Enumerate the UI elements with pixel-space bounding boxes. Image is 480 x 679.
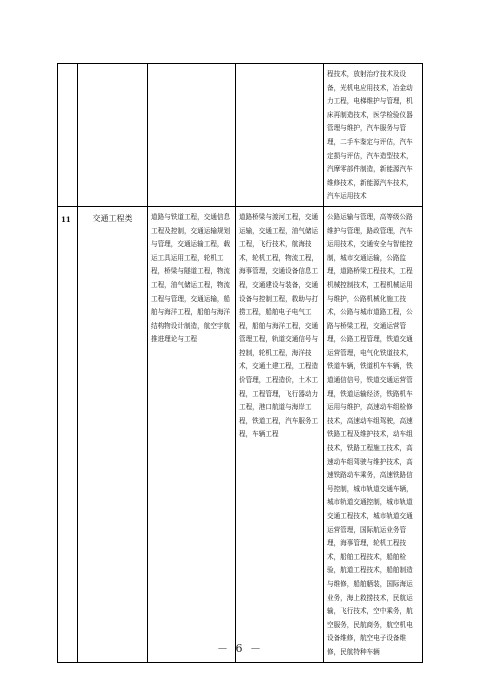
undergraduate-majors: 道路桥梁与渡河工程，交通运输，交通工程，油气储运工程，飞行技术，航海技术，轮机工程，物流工程，海事管理，交通设备信息工程，交通建设与装备，交通设备与控制工程，救助与打捞工程，船舶电子电气工程，船舶与海洋工程，交通管理工程，轨道交通信号与控制，轮机工程，海洋技术，交通土建工程，工程造价管理，工程造价，土木工程，工程管理，飞行器动力工程，港口航道与海岸工程，铁道工程，汽车服务工程，车辆工程 bbox=[236, 206, 324, 662]
category-name: 交通工程类 bbox=[78, 206, 148, 662]
vocational-majors: 公路运输与管理，高等级公路维护与管理，路政管理，汽车运用技术，交通安全与智能控制，城市交通运输，公路监理，道路桥梁工程技术，工程机械控制技术，工程机械运用与维护，公路机械化施工技术，公路与城市道路工程，公路与桥梁工程，交通运营管理，公路工程管理，铁道交通运营管理，电气化铁道技术，铁道车辆，铁道机车车辆，铁道通信信号，铁道交通运营管理，铁道运输经济，铁路机车运用与维护，高速动车组检修技术，高速动车组驾驶，高速铁路工程及维护技术，动车组技术，铁路工程施工技术，高速动车组驾驶与维护技术，高速铁路动车乘务，高速铁路信号控制，城市轨道交通车辆，城市轨道交通控制，城市轨道交通工程技术，城市轨道交通运营管理，国际航运业务管理，海事管理，轮机工程技术，船舶工程技术，船舶检验，航道工程技术，船舶制造与维修，船舶舾装，国际海运业务，海上救捞技术，民航运输，飞行技术，空中乘务，航空服务，民航商务，航空机电设备维修，航空电子设备维修，民航特种车辆 bbox=[324, 206, 423, 662]
specialty-table bbox=[57, 63, 423, 663]
vocational-majors: 程技术，放射治疗技术及设备，光机电应用技术，冶金动力工程，电梯维护与管理，机床再制造技术，医学检验仪器管理与维护，汽车服务与管理，二手车鉴定与评估，汽车定损与评估，汽车造型技术，汽摩零部件制造，新能源汽车维修技术，新能源汽车技术，汽车运用技术 bbox=[324, 64, 423, 207]
category-name bbox=[78, 64, 148, 207]
page-number: － 6 － bbox=[217, 642, 263, 655]
table-row bbox=[58, 64, 423, 207]
row-number: 11 bbox=[58, 206, 78, 662]
undergraduate-majors bbox=[236, 64, 324, 207]
row-number bbox=[58, 64, 78, 207]
table-row bbox=[58, 206, 423, 662]
graduate-majors: 道路与铁道工程，交通信息工程及控制，交通运输规划与管理，交通运输工程，载运工具运用工程，轮机工程，桥梁与隧道工程，物流工程，油气储运工程，物流工程与管理，交通运输，船舶与海洋工程，船舶与海洋结构物设计制造，航空宇航推进理论与工程 bbox=[148, 206, 236, 662]
graduate-majors bbox=[148, 64, 236, 207]
